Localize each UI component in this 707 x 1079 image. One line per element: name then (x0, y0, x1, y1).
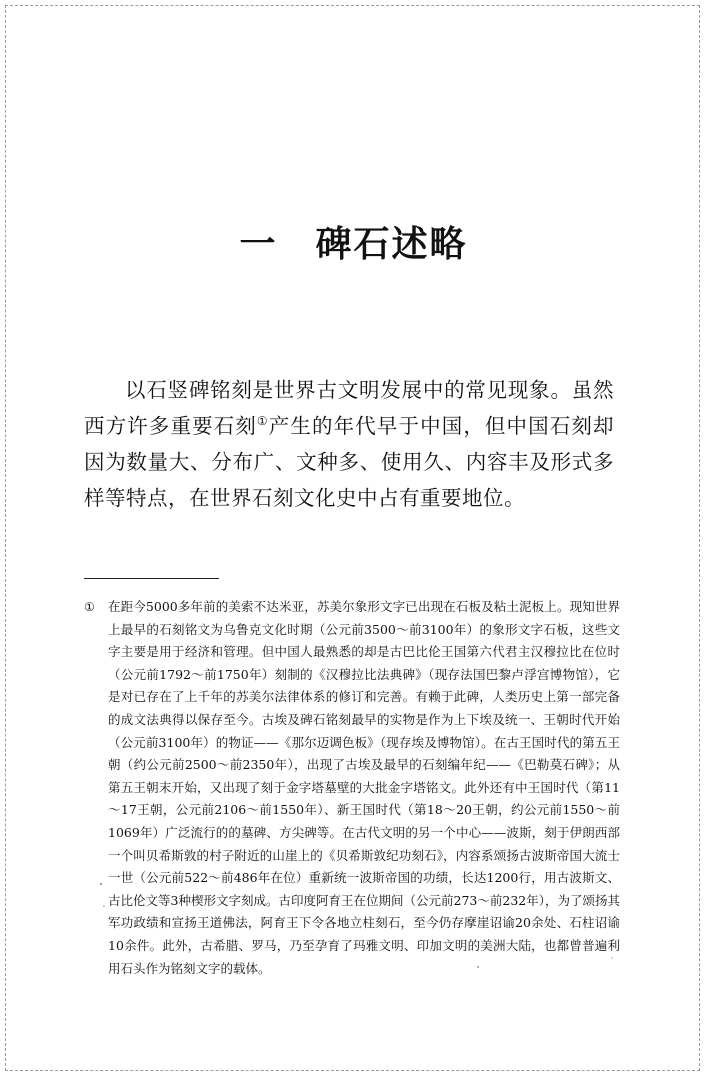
chapter-number: 一 (239, 223, 278, 265)
footnote (84, 596, 620, 980)
footnote-marker: ① (84, 600, 95, 614)
chapter-title: 碑石述略 (315, 223, 468, 265)
intro-text-part2: 产生的年代早于中国，但中国石刻却因为数量大、分布广、文种多、使用久、内容丰及形式多样等特点，在世界石刻文化史中占有重要地位。 (84, 414, 615, 510)
chapter-heading (0, 222, 707, 266)
intro-paragraph (84, 372, 614, 516)
footnote-reference[interactable]: ① (256, 414, 269, 429)
intro-text-part1: 以石竖碑铭刻是世界古文明发展中的常见现象。虽然西方许多重要石刻 (84, 378, 614, 438)
footnote-divider (84, 578, 219, 579)
footnote-text: 在距今5000多年前的美索不达米亚，苏美尔象形文字已出现在石板及粘土泥板上。现知世界上最早的石刻铭文为乌鲁克文化时期（公元前3500～前3100年）的象形文字石板，这些文字主要是用于经济和管理。但中国人最熟悉的却是古巴比伦王国第六代君主汉穆拉比在位时（公元前1792～前1750年）刻制的《汉穆拉比法典碑》（现存法国巴黎卢浮宫博物馆），它是对已存在了上千年的苏美尔法律体系的修订和完善。有赖于此碑，人类历史上第一部完备的成文法典得以保存至今。古埃及碑石铭刻最早的实物是作为上下埃及统一、王朝时代开始（公元前3100年）的物证——《那尔迈调色板》（现存埃及博物馆）。在古王国时代的第五王朝（约公元前2500～前2350年），出现了古埃及最早的石刻编年纪——《巴勒莫石碑》；从第五王朝末开始，又出现了刻于金字塔墓壁的大批金字塔铭文。此外还有中王国时代（第11～17王朝，公元前2106～前1550年）、新王国时代（第18～20王朝，约公元前1550～前1069年）广泛流行的的墓碑、方尖碑等。在古代文明的另一个中心——波斯，刻于伊朗西部一个叫贝希斯敦的村子附近的山崖上的《贝希斯敦纪功刻石》，内容系颂扬古波斯帝国大流士一世（公元前522～前486年在位）重新统一波斯帝国的功绩，长达1200行，用古波斯文、古比伦文等3种楔形文字刻成。古印度阿育王在位期间（公元前273～前232年），为了颂扬其军功政绩和宣扬王道佛法，阿育王下令各地立柱刻石，至今仍存摩崖诏谕20余处、石柱诏谕10余件。此外，古希腊、罗马，乃至孕育了玛雅文明、印加文明的美洲大陆，也都曾普遍利用石头作为铭刻文字的载体。 (108, 599, 620, 976)
